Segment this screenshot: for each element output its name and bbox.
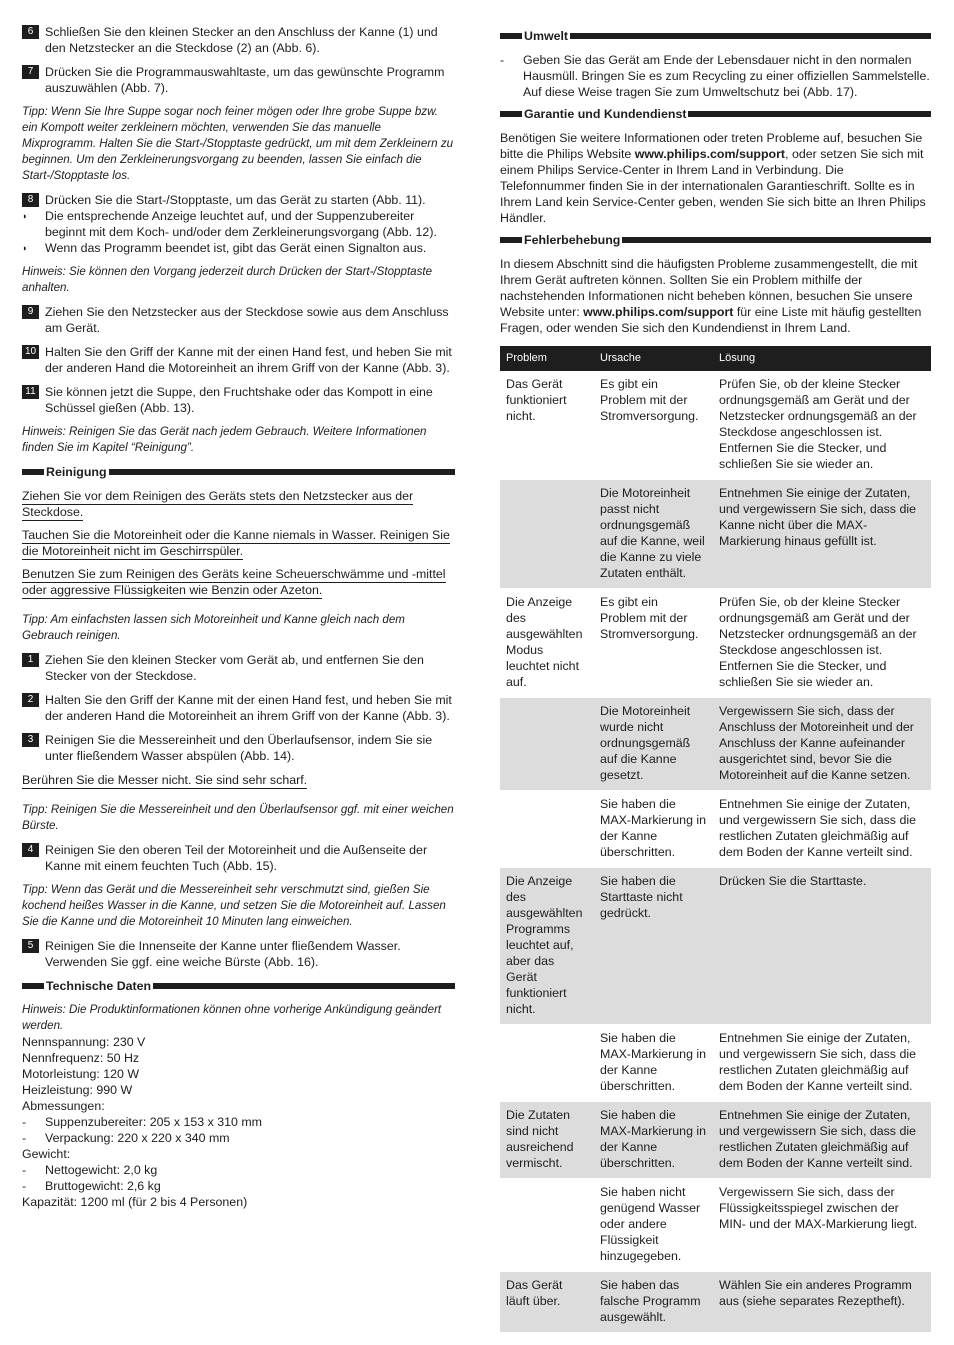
heading-text: Technische Daten <box>46 979 152 993</box>
spec-text: Suppenzubereiter: 205 x 153 x 310 mm <box>45 1115 262 1129</box>
problem-cell: Das Gerät funktioniert nicht. <box>500 371 594 480</box>
cause-cell: Sie haben die MAX-Markierung in der Kanne überschritten. <box>594 1102 713 1179</box>
warning-water <box>22 527 455 559</box>
step-6 <box>22 24 455 56</box>
column-header-problem: Problem <box>500 346 594 371</box>
spec-weight: Gewicht: <box>22 1147 71 1161</box>
spec-text: Verpackung: 220 x 220 x 340 mm <box>45 1131 230 1145</box>
step-text: Reinigen Sie den oberen Teil der Motoreinheit und die Außenseite der Kanne mit einem feuchten Tuch (Abb. 15). <box>45 843 428 873</box>
step-text: Sie können jetzt die Suppe, den Fruchtshake oder das Kompott in eine Schüssel gießen (Abb. 13). <box>45 385 433 415</box>
guarantee-text-part: , oder setzen Sie sich mit einem Philips Service-Center in Ihrem Land in Verbindung. Die Telefonnummer finden Sie in der internationalen Garantieschrift. Sollte es in Ihrem Land kein Service-Center geben, wenden Sie sich bitte an Ihren Philips Händler. <box>500 147 926 225</box>
table-row <box>500 1179 931 1272</box>
spec-motor-power: Motorleistung: 120 W <box>22 1067 140 1081</box>
step-number: 8 <box>22 193 39 207</box>
spec-voltage: Nennspannung: 230 V <box>22 1035 146 1049</box>
step-text: Halten Sie den Griff der Kanne mit der einen Hand fest, und heben Sie mit der anderen Hand die Motoreinheit an ihrem Griff von der Kanne (Abb. 3). <box>45 345 452 375</box>
step-text: Reinigen Sie die Innenseite der Kanne unter fließendem Wasser. Verwenden Sie ggf. eine weiche Bürste (Abb. 16). <box>45 939 401 969</box>
cause-cell: Es gibt ein Problem mit der Stromversorgung. <box>594 589 713 698</box>
troubleshooting-text-part: für eine Liste mit häufig gestellten Fragen, oder wenden Sie sich den Kundendienst in Ihrem Land. <box>500 305 922 335</box>
step-number: 1 <box>22 653 39 667</box>
cause-cell: Sie haben die MAX-Markierung in der Kanne überschritten. <box>594 1025 713 1102</box>
table-row <box>500 589 931 698</box>
cause-cell: Die Motoreinheit wurde nicht ordnungsgemäß auf die Kanne gesetzt. <box>594 698 713 791</box>
dash-marker: - <box>500 53 505 67</box>
guarantee-text-part: Benötigen Sie weitere Informationen oder treten Probleme auf, besuchen Sie bitte die Philips Website <box>500 131 923 161</box>
step-text: Drücken Sie die Programmauswahltaste, um das gewünschte Programm auszuwählen (Abb. 7). <box>45 65 445 95</box>
warning-text: Ziehen Sie vor dem Reinigen des Geräts stets den Netzstecker aus der Steckdose. <box>22 489 414 519</box>
bullet-text: Die entsprechende Anzeige leuchtet auf, und der Suppenzubereiter beginnt mit dem Koch- und/oder dem Zerkleinerungsvorgang (Abb. 12). <box>45 209 437 239</box>
problem-cell <box>500 791 594 868</box>
spec-weight-item <box>22 1162 455 1178</box>
table-row <box>500 698 931 791</box>
solution-cell: Entnehmen Sie einige der Zutaten, und vergewissern Sie sich, dass die restlichen Zutaten gleichmäßig auf dem Boden der Kanne verteilt sind. <box>713 1102 931 1179</box>
hint-stop: Hinweis: Sie können den Vorgang jederzeit durch Drücken der Start-/Stopptaste anhalten. <box>22 265 433 294</box>
warning-text: Berühren Sie die Messer nicht. Sie sind sehr scharf. <box>22 773 308 787</box>
table-row <box>500 791 931 868</box>
step-text: Ziehen Sie den kleinen Stecker vom Gerät ab, und entfernen Sie den Stecker von der Steckdose. <box>45 653 424 683</box>
environment-item <box>500 52 931 100</box>
cause-cell: Sie haben die MAX-Markierung in der Kanne überschritten. <box>594 791 713 868</box>
step-number: 2 <box>22 693 39 707</box>
clean-step-1 <box>22 652 455 684</box>
step-11 <box>22 384 455 416</box>
tip-manual-mix: Tipp: Wenn Sie Ihre Suppe sogar noch feiner mögen oder Ihre grobe Suppe bzw. ein Kompott weiter zerkleinern möchten, verwenden Sie das manuelle Mixprogramm. Halten Sie die Start-/Stopptaste gedrückt, um mit dem Zerkleinern zu beginnen. Um den Zerkleinerungsvorgang zu beenden, lassen Sie einfach die Start-/Stopptaste los. <box>22 105 454 182</box>
problem-cell: Die Anzeige des ausgewählten Programms leuchtet auf, aber das Gerät funktioniert nicht. <box>500 868 594 1025</box>
heading-text: Garantie und Kundendienst <box>524 107 687 121</box>
step-number: 3 <box>22 733 39 747</box>
spec-text: Nettogewicht: 2,0 kg <box>45 1163 158 1177</box>
bullet-marker-icon: ◗ <box>22 243 28 253</box>
philips-support-link[interactable]: www.philips.com/support <box>634 147 786 161</box>
dash-marker: - <box>22 1131 27 1145</box>
troubleshooting-text-part: In diesem Abschnitt sind die häufigsten Probleme zusammengestellt, die mit Ihrem Gerät auftreten können. Sollten Sie ein Problem mithilfe der nachstehenden Informationen nicht beheben können, besuchen Sie unsere Website unter: <box>500 257 918 319</box>
step-7 <box>22 64 455 96</box>
warning-abrasives <box>22 566 455 598</box>
column-header-solution: Lösung <box>713 346 931 371</box>
solution-cell: Entnehmen Sie einige der Zutaten, und vergewissern Sie sich, dass die Kanne nicht über die MAX-Markierung hinaus gefüllt ist. <box>713 480 931 589</box>
left-column <box>22 24 455 1210</box>
heading-bar <box>570 33 931 39</box>
solution-cell: Prüfen Sie, ob der kleine Stecker ordnungsgemäß am Gerät und der Netzstecker ordnungsgemäß an der Steckdose angeschlossen ist. Entfernen Sie die Stecker, und schließen Sie sie wieder an. <box>713 371 931 480</box>
clean-step-4 <box>22 842 455 874</box>
spec-frequency: Nennfrequenz: 50 Hz <box>22 1051 140 1065</box>
step-number: 4 <box>22 843 39 857</box>
heading-bar <box>22 983 44 989</box>
clean-step-2 <box>22 692 455 724</box>
bullet-item <box>22 208 455 240</box>
hint-product-info: Hinweis: Die Produktinformationen können ohne vorherige Ankündigung geändert werden. <box>22 1003 442 1032</box>
spec-text: Bruttogewicht: 2,6 kg <box>45 1179 161 1193</box>
column-header-cause: Ursache <box>594 346 713 371</box>
heading-bar <box>22 469 44 475</box>
step-10 <box>22 344 455 376</box>
right-column <box>500 28 931 1333</box>
problem-cell <box>500 480 594 589</box>
troubleshooting-table <box>500 346 931 1333</box>
heading-bar <box>500 237 522 243</box>
step-number: 11 <box>22 385 39 399</box>
step-text: Halten Sie den Griff der Kanne mit der einen Hand fest, und heben Sie mit der anderen Hand die Motoreinheit an ihrem Griff von der Kanne (Abb. 3). <box>45 693 452 723</box>
warning-sharp-blades <box>22 772 455 788</box>
cause-cell: Die Motoreinheit passt nicht ordnungsgemäß auf die Kanne, weil die Kanne zu viele Zutaten enthält. <box>594 480 713 589</box>
table-row <box>500 1272 931 1333</box>
step-text: Reinigen Sie die Messereinheit und den Überlaufsensor, indem Sie sie unter fließendem Wasser abspülen (Abb. 14). <box>45 733 433 763</box>
troubleshooting-intro <box>500 256 931 336</box>
spec-dimension-item <box>22 1130 455 1146</box>
spec-dimensions: Abmessungen: <box>22 1099 105 1113</box>
solution-cell: Drücken Sie die Starttaste. <box>713 868 931 1025</box>
heading-bar <box>500 33 522 39</box>
table-row <box>500 371 931 480</box>
guarantee-text <box>500 130 931 226</box>
dash-marker: - <box>22 1179 27 1193</box>
section-heading-troubleshooting <box>500 232 931 248</box>
step-text: Schließen Sie den kleinen Stecker an den Anschluss der Kanne (1) und den Netzstecker an die Steckdose (2) an (Abb. 6). <box>45 25 438 55</box>
bullet-text: Wenn das Programm beendet ist, gibt das Gerät einen Signalton aus. <box>45 241 427 255</box>
tip-soft-brush: Tipp: Reinigen Sie die Messereinheit und den Überlaufsensor ggf. mit einer weichen Bürste. <box>22 803 454 832</box>
step-number: 10 <box>22 345 39 359</box>
spec-dimension-item <box>22 1114 455 1130</box>
step-8 <box>22 192 455 208</box>
solution-cell: Wählen Sie ein anderes Programm aus (siehe separates Rezeptheft). <box>713 1272 931 1333</box>
heading-text: Umwelt <box>524 29 569 43</box>
heading-bar <box>688 111 931 117</box>
clean-step-5 <box>22 938 455 970</box>
section-heading-guarantee <box>500 106 931 122</box>
table-header-row <box>500 346 931 371</box>
problem-cell: Die Zutaten sind nicht ausreichend vermischt. <box>500 1102 594 1179</box>
step-number: 6 <box>22 25 39 39</box>
table-row <box>500 868 931 1025</box>
table-row <box>500 480 931 589</box>
step-text: Drücken Sie die Start-/Stopptaste, um das Gerät zu starten (Abb. 11). <box>45 193 426 207</box>
warning-text: Tauchen Sie die Motoreinheit oder die Kanne niemals in Wasser. Reinigen Sie die Motoreinheit nicht im Geschirrspüler. <box>22 528 450 558</box>
step-text: Ziehen Sie den Netzstecker aus der Steckdose sowie aus dem Anschluss am Gerät. <box>45 305 449 335</box>
step-number: 7 <box>22 65 39 79</box>
problem-cell <box>500 698 594 791</box>
solution-cell: Entnehmen Sie einige der Zutaten, und vergewissern Sie sich, dass die restlichen Zutaten gleichmäßig auf dem Boden der Kanne verteilt sind. <box>713 791 931 868</box>
warning-unplug <box>22 488 455 520</box>
heading-bar <box>500 111 522 117</box>
solution-cell: Prüfen Sie, ob der kleine Stecker ordnungsgemäß am Gerät und der Netzstecker ordnungsgemäß an der Steckdose angeschlossen ist. Entfernen Sie die Stecker, und schließen Sie sie wieder an. <box>713 589 931 698</box>
step-number: 5 <box>22 939 39 953</box>
environment-text: Geben Sie das Gerät am Ende der Lebensdauer nicht in den normalen Hausmüll. Bringen Sie es zum Recycling zu einer offiziellen Sammelstelle. Auf diese Weise tragen Sie zum Umweltschutz bei (Abb. 17). <box>523 53 930 99</box>
clean-step-3 <box>22 732 455 764</box>
bullet-item <box>22 240 455 256</box>
solution-cell: Vergewissern Sie sich, dass der Anschluss der Motoreinheit und der Anschluss der Kanne aufeinander ausgerichtet sind, bevor Sie die Motoreinheit auf die Kanne setzen. <box>713 698 931 791</box>
cause-cell: Sie haben das falsche Programm ausgewählt. <box>594 1272 713 1333</box>
problem-cell <box>500 1025 594 1102</box>
solution-cell: Entnehmen Sie einige der Zutaten, und vergewissern Sie sich, dass die restlichen Zutaten gleichmäßig auf dem Boden der Kanne verteilt sind. <box>713 1025 931 1102</box>
dash-marker: - <box>22 1163 27 1177</box>
table-row <box>500 1102 931 1179</box>
philips-support-link[interactable]: www.philips.com/support <box>583 305 734 319</box>
spec-capacity: Kapazität: 1200 ml (für 2 bis 4 Personen) <box>22 1195 248 1209</box>
step-9 <box>22 304 455 336</box>
heading-bar <box>622 237 931 243</box>
step-number: 9 <box>22 305 39 319</box>
spec-heating-power: Heizleistung: 990 W <box>22 1083 133 1097</box>
spec-weight-item <box>22 1178 455 1194</box>
problem-cell <box>500 1179 594 1272</box>
heading-text: Fehlerbehebung <box>524 233 621 247</box>
problem-cell: Die Anzeige des ausgewählten Modus leuchtet nicht auf. <box>500 589 594 698</box>
cause-cell: Es gibt ein Problem mit der Stromversorgung. <box>594 371 713 480</box>
section-heading-technical-data <box>22 978 455 994</box>
heading-bar <box>109 469 455 475</box>
solution-cell: Vergewissern Sie sich, dass der Flüssigkeitsspiegel zwischen der MIN- und der MAX-Markierung liegt. <box>713 1179 931 1272</box>
section-heading-cleaning <box>22 464 455 480</box>
heading-bar <box>153 983 455 989</box>
heading-text: Reinigung <box>46 465 107 479</box>
section-heading-environment <box>500 28 931 44</box>
hint-cleaning: Hinweis: Reinigen Sie das Gerät nach jedem Gebrauch. Weitere Informationen finden Sie im Kapitel “Reinigung”. <box>22 425 427 454</box>
dash-marker: - <box>22 1115 27 1129</box>
cause-cell: Sie haben die Starttaste nicht gedrückt. <box>594 868 713 1025</box>
tip-clean-after-use: Tipp: Am einfachsten lassen sich Motoreinheit und Kanne gleich nach dem Gebrauch reinigen. <box>22 613 405 642</box>
warning-text: Benutzen Sie zum Reinigen des Geräts keine Scheuerschwämme und -mittel oder aggressive Flüssigkeiten wie Benzin oder Azeton. <box>22 567 446 597</box>
table-row <box>500 1025 931 1102</box>
tip-soak: Tipp: Wenn das Gerät und die Messereinheit sehr verschmutzt sind, gießen Sie kochend heißes Wasser in die Kanne, und setzen Sie die Motoreinheit auf. Lassen Sie die Kanne und die Motoreinheit 10 Minuten lang einweichen. <box>22 883 446 928</box>
bullet-marker-icon: ◗ <box>22 211 28 221</box>
problem-cell: Das Gerät läuft über. <box>500 1272 594 1333</box>
cause-cell: Sie haben nicht genügend Wasser oder andere Flüssigkeit hinzugegeben. <box>594 1179 713 1272</box>
